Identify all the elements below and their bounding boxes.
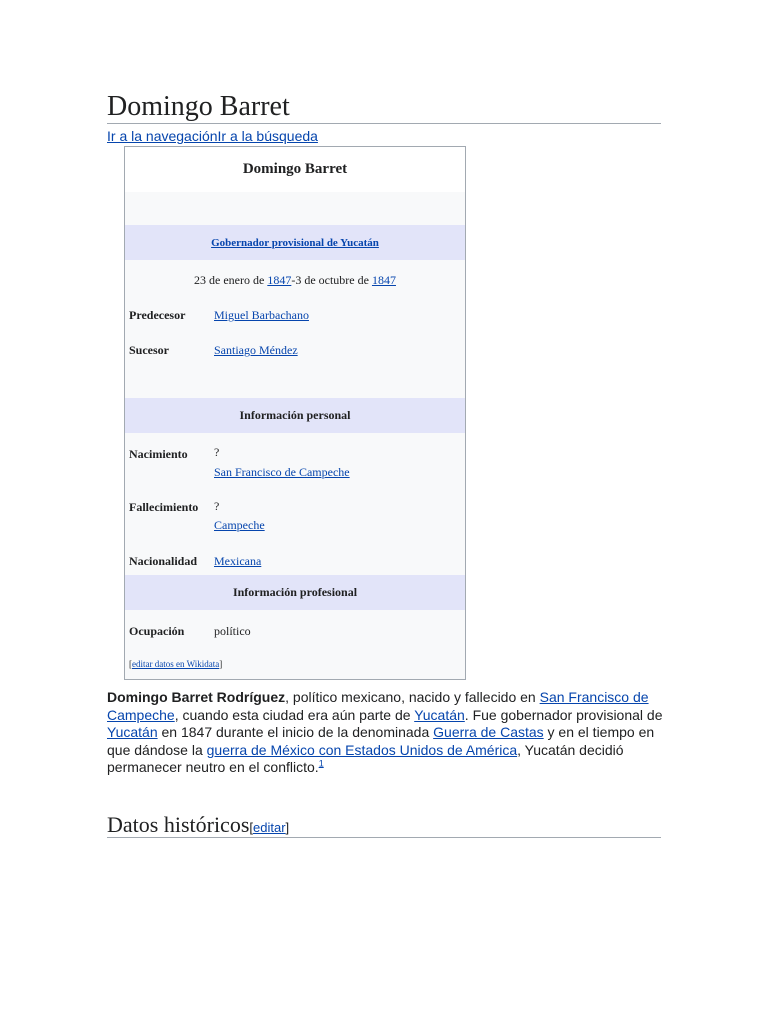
infobox-section-personal: Información personal [125,398,465,433]
nationality-label: Nacionalidad [129,554,198,568]
infobox [124,146,466,680]
reference-link[interactable]: 1 [318,758,324,769]
jump-links [107,128,318,144]
intro-paragraph: Domingo Barret Rodríguez, político mexicano, nacido y fallecido en San Francisco de Campeche, cuando esta ciudad era aún parte de Yucatán. Fue gobernador provisional de Yucatán en 1847 durante el inicio de la denominada Guerra de Castas y en el tiempo en que dándose la guerra de México con Estados Unidos de América, Yucatán decidió permanecer neutro en el conflicto.$^1$ [107,689,663,775]
occupation-value: político [214,624,251,638]
link-yucatan-2[interactable]: Yucatán [107,724,158,740]
link-guerra-de-castas[interactable]: Guerra de Castas [433,724,544,740]
predecessor-link[interactable]: Miguel Barbachano [214,308,309,322]
death-date: ? [214,499,220,513]
section-edit-link[interactable]: editar [253,820,286,835]
section-heading: Datos históricos[editar] [107,812,661,838]
section-edit: [editar] [249,820,290,835]
office-link[interactable]: Gobernador provisional de Yucatán [211,237,379,249]
link-guerra-mexico-eeuu[interactable]: guerra de México con Estados Unidos de América [206,741,518,758]
wikidata-edit-link[interactable]: editar datos en Wikidata [132,659,220,669]
birth-place-link[interactable]: San Francisco de Campeche [214,465,350,479]
death-place-link[interactable]: Campeche [214,518,265,532]
term-separator: -3 de octubre de [291,273,372,287]
wikidata-edit: [editar datos en Wikidata] [129,659,223,669]
page-title: Domingo Barret [107,90,661,124]
death-label: Fallecimiento [129,500,199,514]
nationality-link[interactable]: Mexicana [214,554,262,568]
infobox-section-professional: Información profesional [125,575,465,610]
birth-date: ? [214,445,220,459]
link-san-francisco-de-campeche[interactable]: San Francisco de Campeche [107,689,649,723]
infobox-section-office [125,225,465,260]
jump-to-search-link[interactable]: Ir a la búsqueda [217,128,318,144]
successor-label: Sucesor [129,343,169,357]
successor-link[interactable]: Santiago Méndez [214,343,298,357]
predecessor-label: Predecesor [129,308,186,322]
occupation-label: Ocupación [129,624,185,638]
jump-to-navigation-link[interactable]: Ir a la navegación [107,128,218,144]
infobox-term [125,273,465,288]
birth-label: Nacimiento [129,447,188,461]
term-start: 23 de enero de [194,273,268,287]
term-start-year-link[interactable]: 1847 [267,273,292,287]
article-subject-name: Domingo Barret Rodríguez [107,689,286,705]
infobox-title: Domingo Barret [125,147,465,192]
link-yucatan[interactable]: Yucatán [414,706,465,723]
term-end-year-link[interactable]: 1847 [371,273,396,287]
